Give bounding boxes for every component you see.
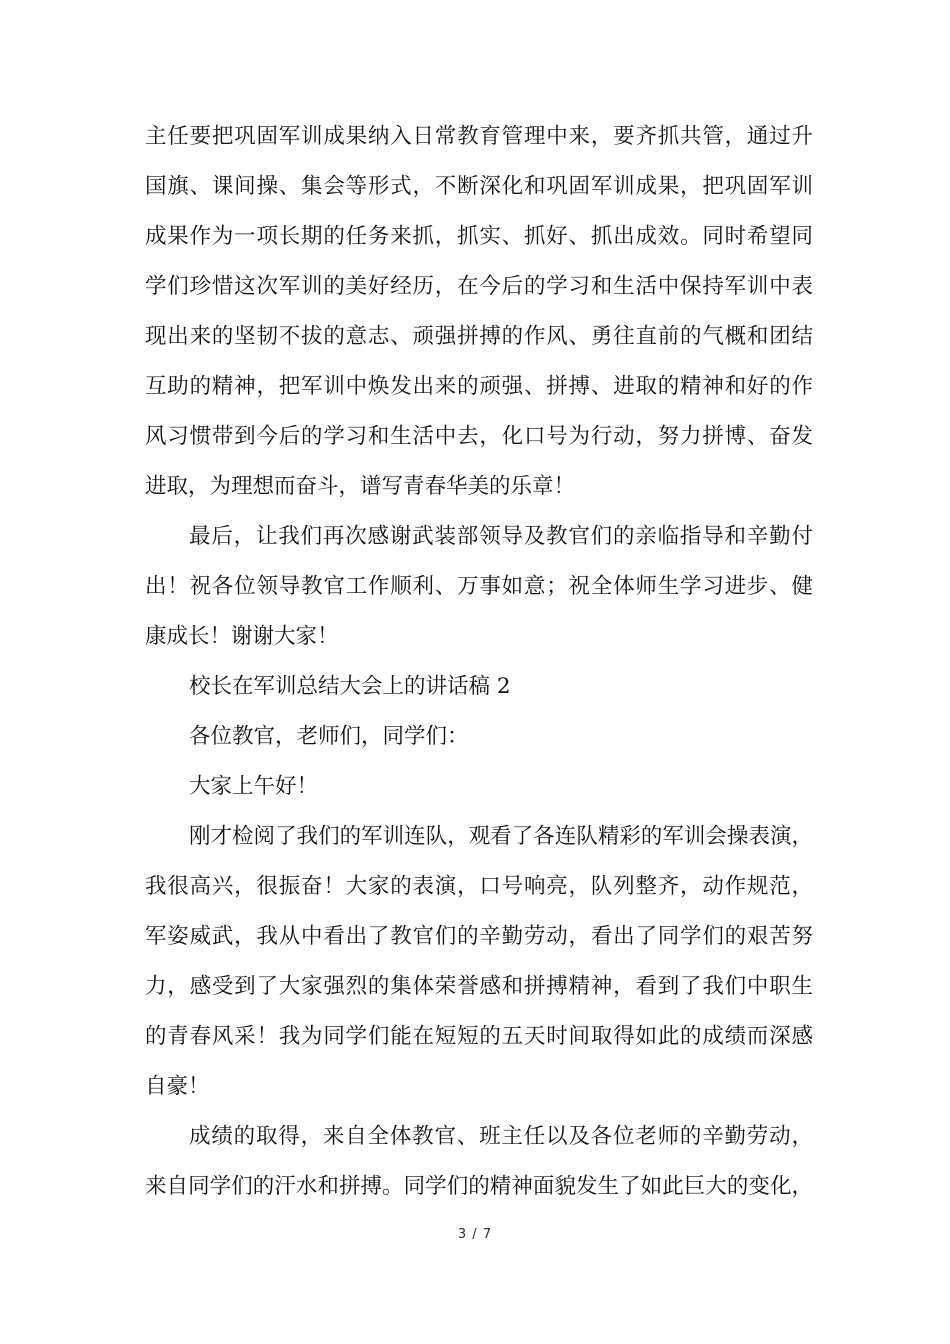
- document-body: [145, 112, 813, 1212]
- text-line: 自豪！: [145, 1074, 210, 1099]
- text-line: 校长在军训总结大会上的讲话稿 2: [189, 674, 511, 699]
- text-line: 来自同学们的汗水和拼搏。同学们的精神面貌发生了如此巨大的变化，: [145, 1174, 813, 1199]
- text-line: 的青春风采！我为同学们能在短短的五天时间取得如此的成绩而深感: [145, 1024, 813, 1049]
- text-line: 主任要把巩固军训成果纳入日常教育管理中来，要齐抓共管，通过升: [145, 124, 813, 149]
- text-line: 军姿威武，我从中看出了教官们的辛勤劳动，看出了同学们的艰苦努: [145, 924, 813, 949]
- text-line: 出！祝各位领导教官工作顺利、万事如意；祝全体师生学习进步、健: [145, 574, 813, 599]
- text-line: 大家上午好！: [189, 774, 319, 799]
- page-number: 3 / 7: [457, 1227, 493, 1242]
- text-line: 进取，为理想而奋斗，谱写青春华美的乐章！: [145, 474, 576, 499]
- text-line: 现出来的坚韧不拔的意志、顽强拼搏的作风、勇往直前的气概和团结: [145, 324, 813, 349]
- text-line: 刚才检阅了我们的军训连队，观看了各连队精彩的军训会操表演，: [189, 824, 813, 849]
- text-line: 各位教官，老师们，同学们：: [189, 724, 469, 749]
- text-line: 康成长！谢谢大家！: [145, 624, 339, 649]
- text-line: 学们珍惜这次军训的美好经历，在今后的学习和生活中保持军训中表: [145, 274, 813, 299]
- text-line: 国旗、课间操、集会等形式，不断深化和巩固军训成果，把巩固军训: [145, 174, 813, 199]
- text-line: 成绩的取得，来自全体教官、班主任以及各位老师的辛勤劳动，: [189, 1124, 813, 1149]
- text-line: 我很高兴，很振奋！大家的表演，口号响亮，队列整齐，动作规范，: [145, 874, 813, 899]
- text-line: 力，感受到了大家强烈的集体荣誉感和拼搏精神，看到了我们中职生: [145, 974, 813, 999]
- text-line: 风习惯带到今后的学习和生活中去，化口号为行动，努力拼博、奋发: [145, 424, 813, 449]
- text-line: 最后，让我们再次感谢武装部领导及教官们的亲临指导和辛勤付: [189, 524, 813, 549]
- text-line: 互助的精神，把军训中焕发出来的顽强、拼搏、进取的精神和好的作: [145, 374, 813, 399]
- text-line: 成果作为一项长期的任务来抓，抓实、抓好、抓出成效。同时希望同: [145, 224, 813, 249]
